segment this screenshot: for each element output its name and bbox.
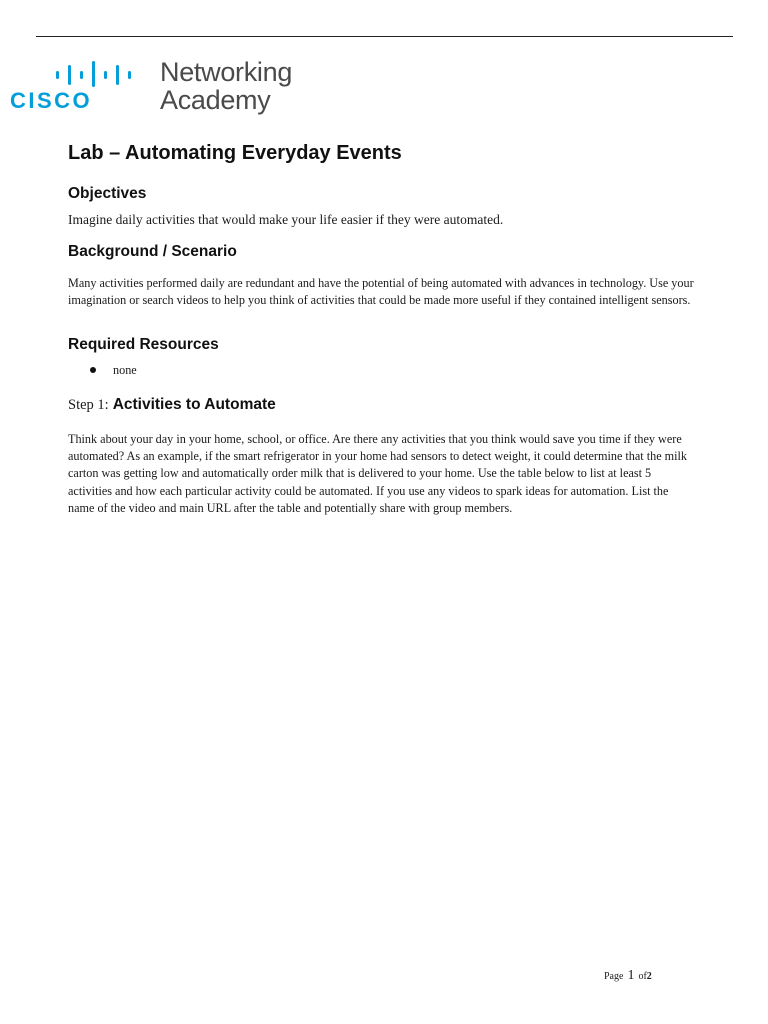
page-title: Lab – Automating Everyday Events	[68, 142, 402, 164]
step-1-text: Think about your day in your home, school, or office. Are there any activities that you think would save you time if they were automated? As an example, if the smart refrigerator in your home had sensors to detect weight, it could determine that the milk carton was getting low and automatically order milk that is delivered to your home. Use the table below to list at least 5 activities and how each particular activity could be automated. If you use any videos to spark ideas for automation. List the name of the video and main URL after the table and potentially share with group members.	[68, 432, 688, 515]
logo-networking: Networking	[160, 57, 293, 87]
resources-heading: Required Resources	[68, 336, 219, 353]
footer-page-number: 1	[627, 968, 635, 983]
page-footer	[604, 966, 652, 984]
bullet-icon	[90, 367, 96, 373]
cisco-bars-icon	[54, 61, 150, 87]
step-title: Activities to Automate	[112, 396, 276, 413]
footer-of-word: of	[638, 971, 647, 982]
footer-total-pages: 2	[646, 971, 652, 982]
logo-academy: Academy	[160, 85, 271, 115]
step-label: Step 1:	[68, 397, 109, 413]
footer-page-word: Page	[604, 971, 624, 982]
step-1-heading	[68, 396, 276, 414]
objectives-text: Imagine daily activities that would make your life easier if they were automated.	[68, 212, 504, 227]
header-rule	[36, 36, 733, 37]
resource-item-label: none	[113, 363, 137, 377]
background-text: Many activities performed daily are redundant and have the potential of being automated with advances in technology. Use your imagination or search videos to help you think of activities that could be made more useful if they contained intelligent sensors.	[68, 276, 694, 308]
objectives-heading: Objectives	[68, 185, 147, 202]
background-heading: Background / Scenario	[68, 243, 237, 260]
cisco-wordmark: CISCO	[10, 88, 93, 113]
